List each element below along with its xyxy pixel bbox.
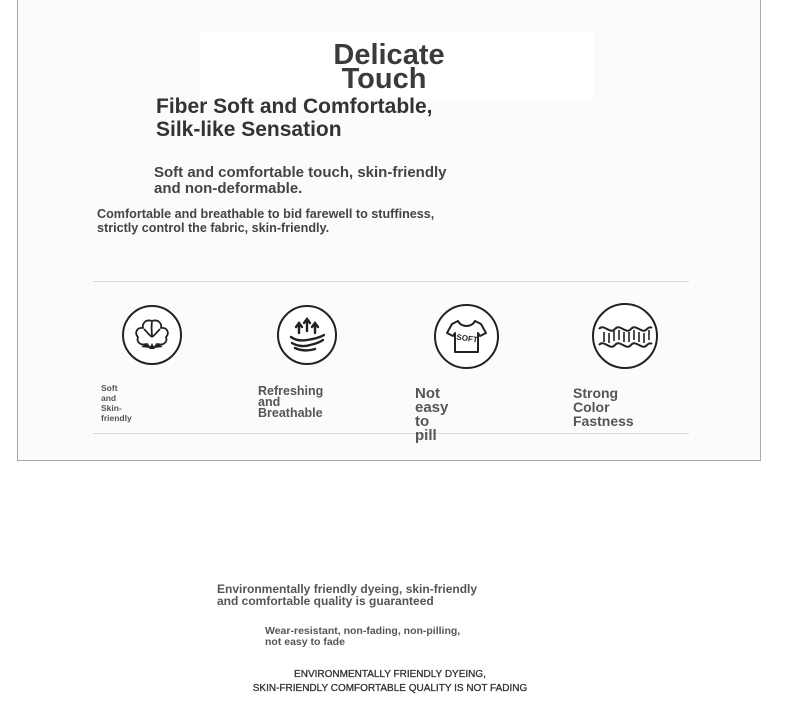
feature-label-pill: Not easy to pill xyxy=(415,385,449,444)
feature-label-soft: Soft and Skin-friendly xyxy=(101,383,132,423)
feature-label-breathable: Refreshing and Breathable xyxy=(258,384,324,420)
cotton-icon xyxy=(122,305,182,365)
bottom-text-1: Environmentally friendly dyeing, skin-friendly and comfortable quality is guaranteed xyxy=(217,582,478,608)
description-paragraph-1: Soft and comfortable touch, skin-friendly and non-deformable. xyxy=(154,164,447,197)
divider-bottom xyxy=(93,433,689,434)
divider-top xyxy=(93,281,689,282)
title-line-1: Delicate xyxy=(333,39,445,71)
feature-label-color: Strong Color Fastness xyxy=(573,385,634,429)
page-title xyxy=(18,39,760,95)
wave-fabric-icon xyxy=(592,303,658,369)
subtitle: Fiber Soft and Comfortable, Silk-like Sensation xyxy=(156,95,433,141)
bottom-text-2: Wear-resistant, non-fading, non-pilling, not easy to fade xyxy=(265,625,461,648)
breathable-icon xyxy=(277,305,337,365)
bottom-text-3: ENVIRONMENTALLY FRIENDLY DYEING, SKIN-FRIENDLY COMFORTABLE QUALITY IS NOT FADING xyxy=(252,669,528,694)
tshirt-icon-text: SOFT xyxy=(455,332,479,345)
title-line-2: Touch xyxy=(341,63,427,95)
tshirt-icon xyxy=(434,304,499,369)
description-paragraph-2: Comfortable and breathable to bid farewell to stuffiness, strictly control the fabric, skin-friendly. xyxy=(97,207,435,235)
feature-panel xyxy=(17,0,761,461)
